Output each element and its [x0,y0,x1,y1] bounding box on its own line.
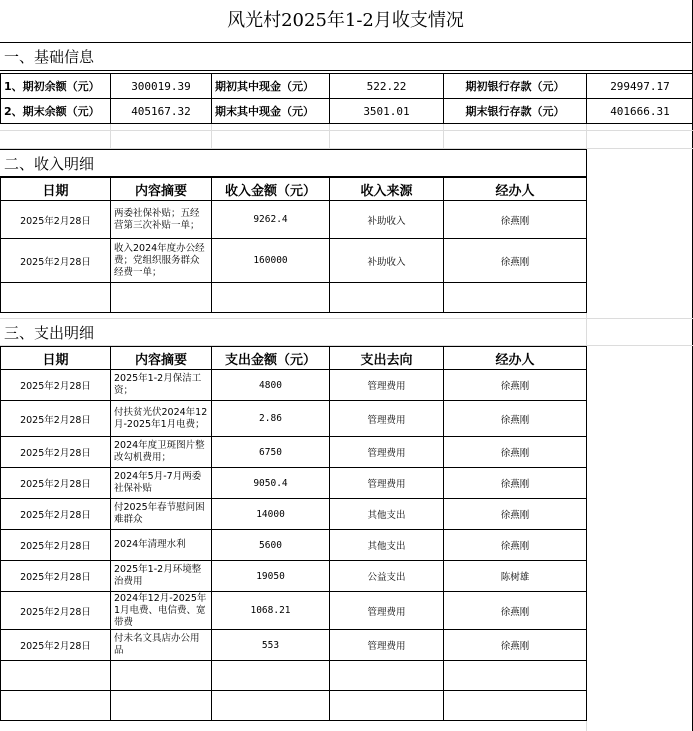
expense-dest[interactable]: 管理费用 [330,370,444,401]
opening-bank-value[interactable]: 299497.17 [587,74,693,99]
empty-cell[interactable] [212,661,330,691]
table-row [1,401,587,437]
sheet-title: 风光村2025年1-2月收支情况 [0,0,691,43]
income-col-source: 收入来源 [330,178,444,201]
table-row [1,530,587,561]
closing-cash-label: 期末其中现金（元） [212,99,330,124]
expense-handler[interactable]: 徐燕刚 [444,468,587,499]
table-row [1,437,587,468]
section-income-heading: 二、收入明细 [0,149,587,177]
expense-dest[interactable]: 公益支出 [330,561,444,592]
expense-col-date: 日期 [1,347,111,370]
table-row-empty [1,691,587,721]
income-col-summary: 内容摘要 [111,178,212,201]
expense-handler[interactable]: 徐燕刚 [444,370,587,401]
table-row [1,201,587,239]
expense-amount[interactable]: 1068.21 [212,592,330,630]
expense-date[interactable]: 2025年2月28日 [1,499,111,530]
expense-dest[interactable]: 管理费用 [330,401,444,437]
table-row-empty [1,283,587,313]
expense-dest[interactable]: 其他支出 [330,530,444,561]
expense-header-row [1,347,587,370]
expense-date[interactable]: 2025年2月28日 [1,561,111,592]
expense-handler[interactable]: 徐燕刚 [444,630,587,661]
expense-col-summary: 内容摘要 [111,347,212,370]
expense-summary[interactable]: 2024年度卫斑图片整改勾机费用； [111,437,212,468]
empty-cell[interactable] [111,661,212,691]
table-row [1,468,587,499]
expense-summary[interactable]: 付扶贫光伏2024年12月-2025年1月电费； [111,401,212,437]
income-table [0,177,587,313]
expense-summary[interactable]: 2024年清理水利 [111,530,212,561]
income-col-date: 日期 [1,178,111,201]
income-amount[interactable]: 160000 [212,239,330,283]
expense-date[interactable]: 2025年2月28日 [1,530,111,561]
table-row-empty [1,661,587,691]
expense-date[interactable]: 2025年2月28日 [1,437,111,468]
basic-row [1,99,693,124]
expense-summary[interactable]: 2025年1-2月保洁工资； [111,370,212,401]
empty-cell[interactable] [212,283,330,313]
basic-info-table [0,73,693,124]
empty-cell[interactable] [444,283,587,313]
income-amount[interactable]: 9262.4 [212,201,330,239]
closing-bank-label: 期末银行存款（元） [444,99,587,124]
income-handler[interactable]: 徐燕刚 [444,201,587,239]
expense-summary[interactable]: 2024年5月-7月两委社保补贴 [111,468,212,499]
empty-cell[interactable] [111,691,212,721]
expense-dest[interactable]: 其他支出 [330,499,444,530]
expense-col-handler: 经办人 [444,347,587,370]
expense-handler[interactable]: 徐燕刚 [444,530,587,561]
empty-cell[interactable] [111,283,212,313]
expense-dest[interactable]: 管理费用 [330,630,444,661]
empty-cell[interactable] [1,283,111,313]
closing-balance-value[interactable]: 405167.32 [111,99,212,124]
income-summary[interactable]: 两委社保补贴；五经营第三次补贴一单； [111,201,212,239]
expense-amount[interactable]: 19050 [212,561,330,592]
section-basic-heading: 一、基础信息 [0,43,692,71]
expense-amount[interactable]: 4800 [212,370,330,401]
expense-summary[interactable]: 付2025年春节慰问困难群众 [111,499,212,530]
income-date[interactable]: 2025年2月28日 [1,239,111,283]
closing-balance-label: 2、期末余额（元） [1,99,111,124]
empty-cell[interactable] [330,283,444,313]
expense-handler[interactable]: 徐燕刚 [444,592,587,630]
empty-cell[interactable] [330,661,444,691]
income-handler[interactable]: 徐燕刚 [444,239,587,283]
income-col-amount: 收入金额（元） [212,178,330,201]
empty-cell[interactable] [212,691,330,721]
table-row [1,592,587,630]
expense-amount[interactable]: 14000 [212,499,330,530]
opening-cash-value[interactable]: 522.22 [330,74,444,99]
expense-date[interactable]: 2025年2月28日 [1,370,111,401]
empty-cell[interactable] [330,691,444,721]
expense-col-dest: 支出去向 [330,347,444,370]
expense-date[interactable]: 2025年2月28日 [1,468,111,499]
table-row [1,239,587,283]
section-expense-heading: 三、支出明细 [0,319,587,347]
opening-cash-label: 期初其中现金（元） [212,74,330,99]
empty-cell[interactable] [1,661,111,691]
expense-dest[interactable]: 管理费用 [330,437,444,468]
expense-dest[interactable]: 管理费用 [330,468,444,499]
opening-balance-label: 1、期初余额（元） [1,74,111,99]
closing-cash-value[interactable]: 3501.01 [330,99,444,124]
basic-row [1,74,693,99]
expense-handler[interactable]: 徐燕刚 [444,401,587,437]
expense-summary[interactable]: 付未名文具店办公用品 [111,630,212,661]
empty-cell[interactable] [444,691,587,721]
expense-amount[interactable]: 2.86 [212,401,330,437]
table-row [1,370,587,401]
expense-amount[interactable]: 5600 [212,530,330,561]
expense-handler[interactable]: 陈树雄 [444,561,587,592]
expense-handler[interactable]: 徐燕刚 [444,499,587,530]
table-row [1,561,587,592]
table-row [1,499,587,530]
expense-amount[interactable]: 553 [212,630,330,661]
income-col-handler: 经办人 [444,178,587,201]
income-source[interactable]: 补助收入 [330,201,444,239]
expense-date[interactable]: 2025年2月28日 [1,630,111,661]
expense-summary[interactable]: 2024年12月-2025年1月电费、电信费、宽带费 [111,592,212,630]
expense-handler[interactable]: 徐燕刚 [444,437,587,468]
empty-cell[interactable] [1,691,111,721]
income-summary[interactable]: 收入2024年度办公经费；党组织服务群众经费一单； [111,239,212,283]
expense-date[interactable]: 2025年2月28日 [1,401,111,437]
expense-amount[interactable]: 9050.4 [212,468,330,499]
closing-bank-value[interactable]: 401666.31 [587,99,693,124]
opening-bank-label: 期初银行存款（元） [444,74,587,99]
income-source[interactable]: 补助收入 [330,239,444,283]
expense-summary[interactable]: 2025年1-2月环境整治费用 [111,561,212,592]
opening-balance-value[interactable]: 300019.39 [111,74,212,99]
empty-cell[interactable] [444,661,587,691]
expense-amount[interactable]: 6750 [212,437,330,468]
expense-col-amount: 支出金额（元） [212,347,330,370]
income-date[interactable]: 2025年2月28日 [1,201,111,239]
expense-date[interactable]: 2025年2月28日 [1,592,111,630]
table-row [1,630,587,661]
expense-table [0,346,587,721]
expense-dest[interactable]: 管理费用 [330,592,444,630]
income-header-row [1,178,587,201]
